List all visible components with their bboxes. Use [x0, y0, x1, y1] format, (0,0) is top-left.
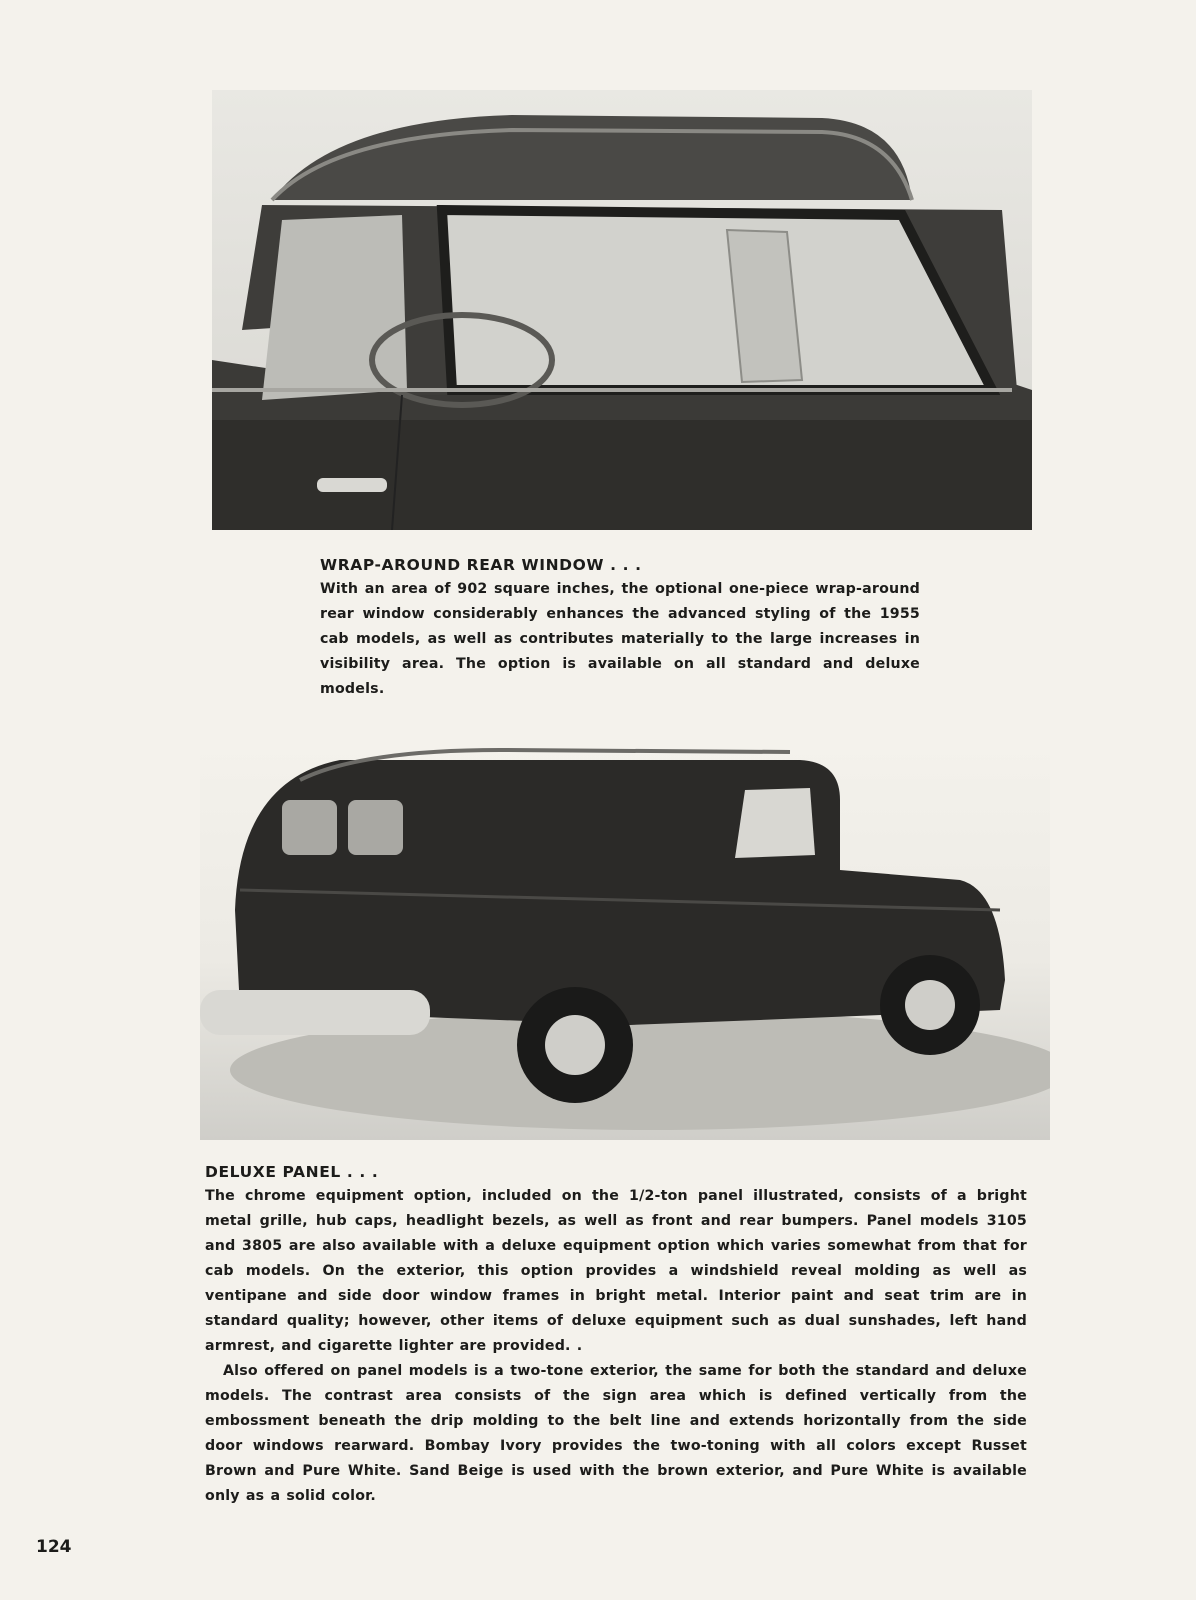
deluxe-panel-paragraph-1: The chrome equipment option, included on the 1/2-ton panel illustrated, consists of a bright metal grille, hub caps, headlight bezels, as well as front and rear bumpers. Panel models 3105 and 3805 are also available with a deluxe equipment option which varies somewhat from that for cab models. On the exterior, this option provides a windshield reveal molding as well as ventipane and side door window frames in bright metal. Interior paint and seat trim are in standard quality; however, other items of deluxe equipment such as dual sunshades, left hand armrest, and cigarette lighter are provided. . — [205, 1188, 1027, 1354]
deluxe-panel-title: DELUXE PANEL . . . — [205, 1163, 379, 1181]
cab-illustration — [212, 90, 1032, 530]
wrap-around-title: WRAP-AROUND REAR WINDOW . . . — [320, 556, 642, 574]
page-number: 124 — [36, 1537, 72, 1557]
deluxe-panel-paragraph-2: Also offered on panel models is a two-tone exterior, the same for both the standard and deluxe models. The contrast area consists of the sign area which is defined vertically from the embossment beneath the drip molding to the belt line and extends horizontally from the side door windows rearward. Bombay Ivory provides the two-toning with all colors except Russet Brown and Pure White. Sand Beige is used with the brown exterior, and Pure White is available only as a solid color. — [205, 1363, 1027, 1504]
cab-rear-window-photo — [212, 90, 1032, 530]
wrap-around-caption — [320, 556, 920, 702]
deluxe-panel-photo — [200, 740, 1050, 1140]
panel-truck-illustration — [200, 740, 1050, 1140]
wrap-around-body: With an area of 902 square inches, the optional one-piece wrap-around rear window considerably enhances the advanced styling of the 1955 cab models, as well as contributes materially to the large increases in visibility area. The option is available on all standard and deluxe models. — [320, 581, 920, 697]
deluxe-panel-caption — [205, 1163, 1027, 1509]
